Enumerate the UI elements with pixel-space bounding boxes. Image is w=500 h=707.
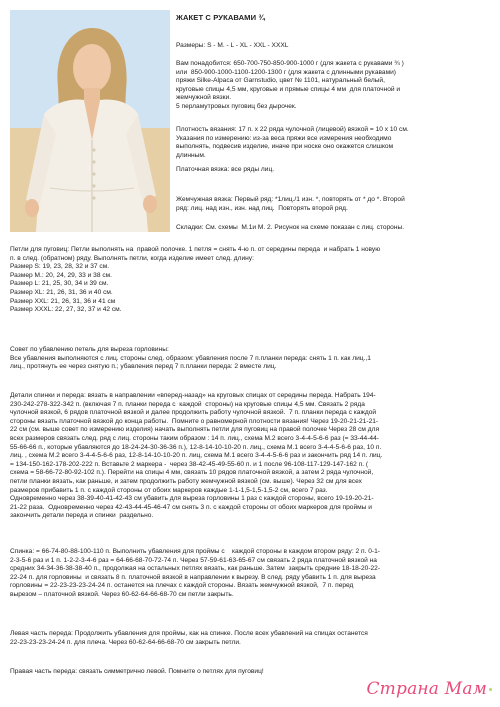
folds-text: Складки: См. схемы М.1и М. 2. Рисунок на схеме показан с лиц. стороны. (176, 224, 405, 231)
seed-stitch-text: Жемчужная вязка: Первый ряд: *1лиц./1 изн. *, повторять от * до *. Второй ряд: лиц. над изн., изн. над лиц. Повторять второй ряд. (176, 196, 405, 212)
left-front-text: Левая часть переда: Продолжить убавления для проймы, как на спинке. После всех убавлений на спицах останется 22-23-23-23-24-24 п. для плеча. Через 60-62-64-66-68-70 см закрыть петли. (10, 630, 368, 646)
sizes-text: Размеры: S - M. - L - XL - XXL - XXXL (176, 42, 289, 49)
right-front-text: Правая часть переда: связать симметрично левой. Помните о петлях для пуговиц! (10, 668, 264, 675)
buttonholes-text: Петли для пуговиц: Петли выполнять на правой полочке. 1 петля = снять 4-ю п. от середины переда и набрать 1 новую п. в след. (обратном) ряду. Выполнять петли, когда изделие имеет след. длину: Размер S: 19, 23, 28, 32 и 37 см. Размер М.: 20, 24, 29, 33 и 38 см. Размер L: 21, 25, 30, 34 и 39 см. Размер XL: 21, 26, 31, 36 и 40 см. Размер XXL: 21, 26, 31, 36 и 41 см Размер XXXL: 22, 27, 32, 37 и 42 см. (10, 246, 381, 314)
garter-stitch-text: Платочная вязка: все ряды лиц. (176, 166, 275, 173)
model-photo-illustration (10, 10, 170, 232)
materials-text: Вам понадобится: 650-700-750-850-900-1000 г (для жакета с рукавами ¾ ) или 850-900-1000-1100-1200-1300 г (для жакета с длинными рукавами) пряжи Silke-Alpaca от Garnstudio, цвет № 1101, натуральный белый, круговые спицы 4,5 мм, круговые и прямые спицы 4 мм для платочной и жемчужной вязки. 5 перламутровых пуговиц без дырочек. (176, 60, 404, 110)
neckline-tip-text: Совет по убавлению петель для выреза горловины: Все убавления выполняются с лиц. стороны след. образом: убавления после 7 п.планки переда: снять 1 п. как лиц.,1 лиц., протянуть ее через снятую п.; убавления перед 7 п.планки переда: 2 вместе лиц. (10, 346, 371, 371)
logo-text: Страна Мам (366, 679, 487, 699)
back-text: Спинка: = 66-74-80-88-100-110 п. Выполнить убавления для проймы с каждой стороны в каждом втором ряду: 2 п. 0-1- 2-3-5-6 раз и 1 п. 1-2-2-3-4-6 раз = 64-66-68-70-72-74 п. Через 57-59-61-63-65-67 см связать 2 ряда платочной вязкой на средних 34-34-36-38-38-40 п., продолжая на остальных петлях вязать, как раньше. Затем закрыть средние 18-18-20-22- 22-24 п. для горловины и связать 8 п. платочной вязкой в направлении к вырезу. В след. ряду убавить 1 п. для выреза горловины = 22-23-23-23-24-24 п. останется на плечах с каждой стороны. Вязать жемчужной вязкой, 7 п. перед вырезом – платочной вязкой. Через 60-62-64-66-68-70 см петли закрыть. (10, 548, 381, 598)
body-details-text: Детали спинки и переда: вязать в направлении «вперед-назад» на круговых спицах от середины переда. Набрать 194- 230-242-278-322-342 п. (включая 7 п. планки переда с каждой стороны) на круговые спицы 4,5 мм. Связать 2 ряда чулочной вязкой, 6 рядов платочной вязкой и далее продолжить работу чулочной вязкой. 7 п. планки переда с каждой стороны вязать платочной вязкой до конца работы. Помните о равномерной плотности вязания! Через 19-20-21-21-21- 22 см (см. выше совет по измерению изделия) начать выполнять петли для пуговиц на правой полочке Через 28 см для всех размеров связать след. ряд с лиц. стороны таким образом : 14 п. лиц., схема М.2 всего 3-4-4-5-6-6 раз (= 33-44-44- 55-66-66 п., которые убавляются до 18-24-24-30-36-36 п.), 12-8-14-10-10-20 п. лиц., схема М.1 всего 3-4-4-5-6-6 раз, 10 п. лиц. , схема М.2 всего 3-4-4-5-6-6 раз, 12-8-14-10-10-20 п. лиц, схема М.1 всего 3-4-4-5-6-6 раз и закончить ряд 14 п. лиц. = 134-150-162-178-202-222 п. Вставьте 2 маркера - через 38-42-45-49-55-60 п. и 1 после 96-108-117-129-147-162 п. ( схема = 58-66-72-80-92-102 п.). Перейти на спицы 4 мм, связать 10 рядов платочной вязкой, а затем 2 ряда чулочной, петли планки вязать, как раньше, и затем продолжить работу жемчужной вязкой (см. выше). Через 32 см для всех размеров прибавить 1 п. с каждой стороны от обоих маркеров каждые 1-1-1,5-1,5-1,5-2 см, всего 7 раз. Одновременно через 38-39-40-41-42-43 см убавить для выреза горловины 1 раз с каждой стороны, всего 19-19-20-21- 21-22 раза. Одновременно через 42-43-44-45-46-47 см снять 3 п. с каждой стороны от обоих маркеров для проймы и закончить детали переда и спинки раздельно. (10, 392, 383, 520)
logo-dot-icon (489, 688, 492, 691)
gauge-text: Плотность вязания: 17 п. х 22 ряда чулочной (лицевой) вязкой = 10 х 10 см. Указания по измерению: из-за веса пряжи все измерения необходимо выполнять, подвесив изделие, иначе при носке оно окажется слишком длинным. (176, 126, 409, 159)
model-photo (10, 10, 170, 232)
pattern-title: ЖАКЕТ С РУКАВАМИ ¾ (176, 13, 265, 22)
site-logo[interactable] (366, 679, 494, 699)
